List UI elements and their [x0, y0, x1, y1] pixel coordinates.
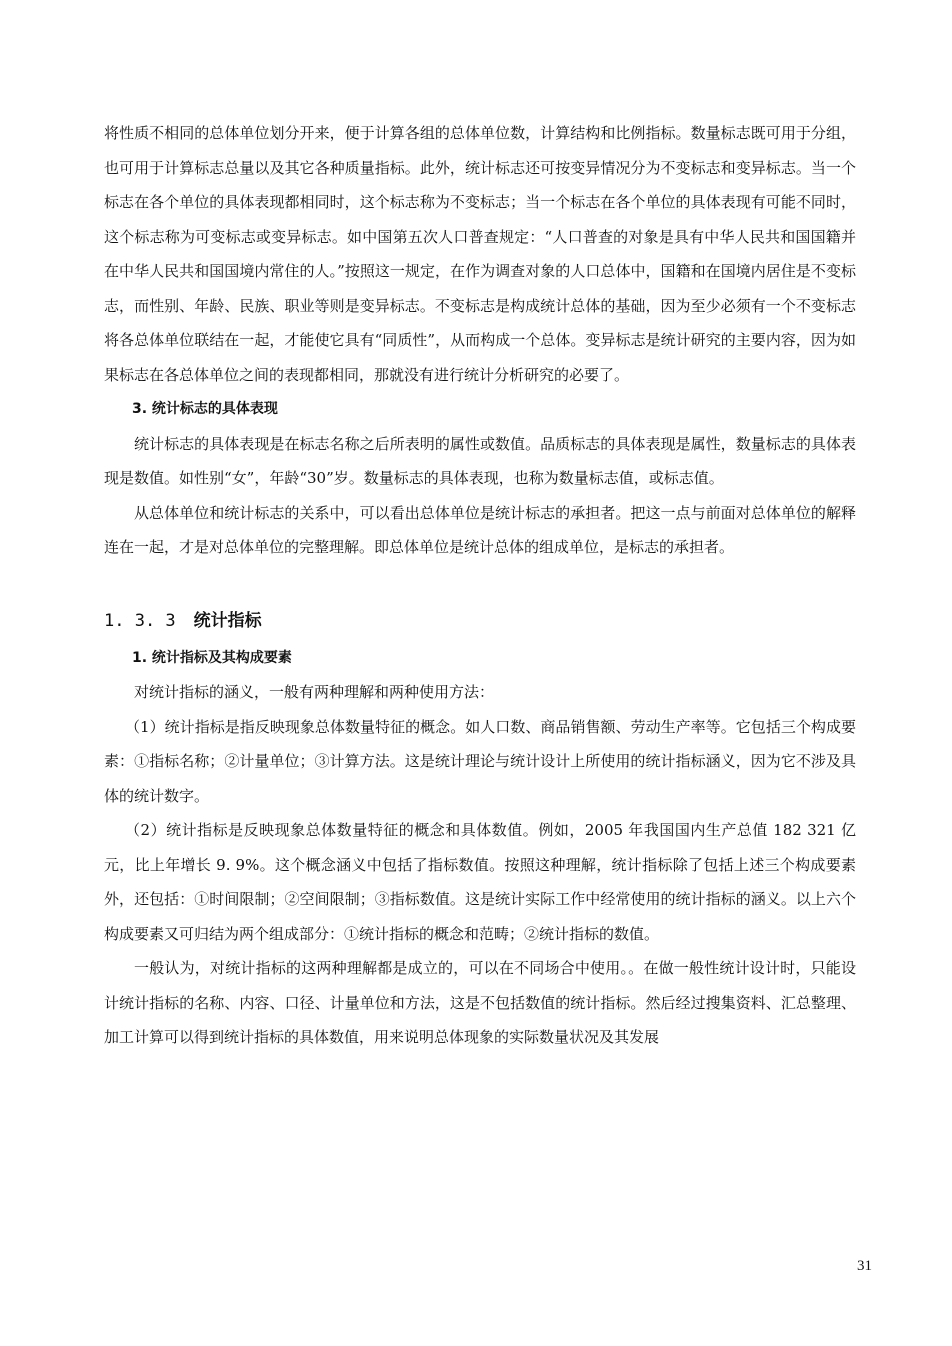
section-title: 统计指标	[193, 610, 262, 631]
paragraph-1: 将性质不相同的总体单位划分开来，便于计算各组的总体单位数，计算结构和比例指标。数量标志既可用于分组，也可用于计算标志总量以及其它各种质量指标。此外，统计标志还可按变异情况分为不变标志和变异标志。当一个标志在各个单位的具体表现都相同时，这个标志称为不变标志；当一个标志在各个单位的具体表现有可能不同时，这个标志称为可变标志或变异标志。如中国第五次人口普查规定：“人口普查的对象是具有中华人民共和国国籍并在中华人民共和国国境内常住的人。”按照这一规定，在作为调查对象的人口总体中，国籍和在国境内居住是不变标志，而性别、年龄、民族、职业等则是变异标志。不变标志是构成统计总体的基础，因为至少必须有一个不变标志将各总体单位联结在一起，才能使它具有“同质性”，从而构成一个总体。变异标志是统计研究的主要内容，因为如果标志在各总体单位之间的表现都相同，那就没有进行统计分析研究的必要了。	[104, 124, 856, 384]
paragraph-7: 一般认为，对统计指标的这两种理解都是成立的，可以在不同场合中使用。。在做一般性统计设计时，只能设计统计指标的名称、内容、口径、计量单位和方法，这是不包括数值的统计指标。然后经过搜集资料、汇总整理、加工计算可以得到统计指标的具体数值，用来说明总体现象的实际数量状况及其发展	[104, 959, 856, 1046]
paragraph-5: （1）统计指标是指反映现象总体数量特征的概念。如人口数、商品销售额、劳动生产率等。它包括三个构成要素：①指标名称；②计量单位；③计算方法。这是统计理论与统计设计上所使用的统计指标涵义，因为它不涉及具体的统计数字。	[104, 717, 856, 805]
page-number: 31	[857, 1258, 872, 1274]
page-content	[104, 116, 856, 1055]
subheading-3: 3. 统计标志的具体表现	[132, 401, 278, 417]
paragraph-3: 从总体单位和统计标志的关系中，可以看出总体单位是统计标志的承担者。把这一点与前面对总体单位的解释连在一起，才是对总体单位的完整理解。即总体单位是统计总体的组成单位，是标志的承担者。	[104, 503, 856, 556]
section-heading	[104, 601, 856, 641]
paragraph-4: 对统计指标的涵义，一般有两种理解和两种使用方法：	[134, 683, 495, 701]
paragraph-2: 统计标志的具体表现是在标志名称之后所表明的属性或数值。品质标志的具体表现是属性，数量标志的具体表现是数值。如性别“女”，年龄“30”岁。数量标志的具体表现，也称为数量标志值，或标志值。	[104, 434, 856, 487]
paragraph-6: （2）统计指标是反映现象总体数量特征的概念和具体数值。例如，2005 年我国国内生产总值 182 321 亿元，比上年增长 9. 9%。这个概念涵义中包括了指标数值。按照这种理解，统计指标除了包括上述三个构成要素外，还包括：①时间限制；②空间限制；③指标数值。这是统计实际工作中经常使用的统计指标的涵义。以上六个构成要素又可归结为两个组成部分：①统计指标的概念和范畴；②统计指标的数值。	[104, 821, 856, 943]
subheading-1: 1. 统计指标及其构成要素	[132, 649, 292, 666]
section-number: 1. 3. 3	[104, 610, 176, 631]
